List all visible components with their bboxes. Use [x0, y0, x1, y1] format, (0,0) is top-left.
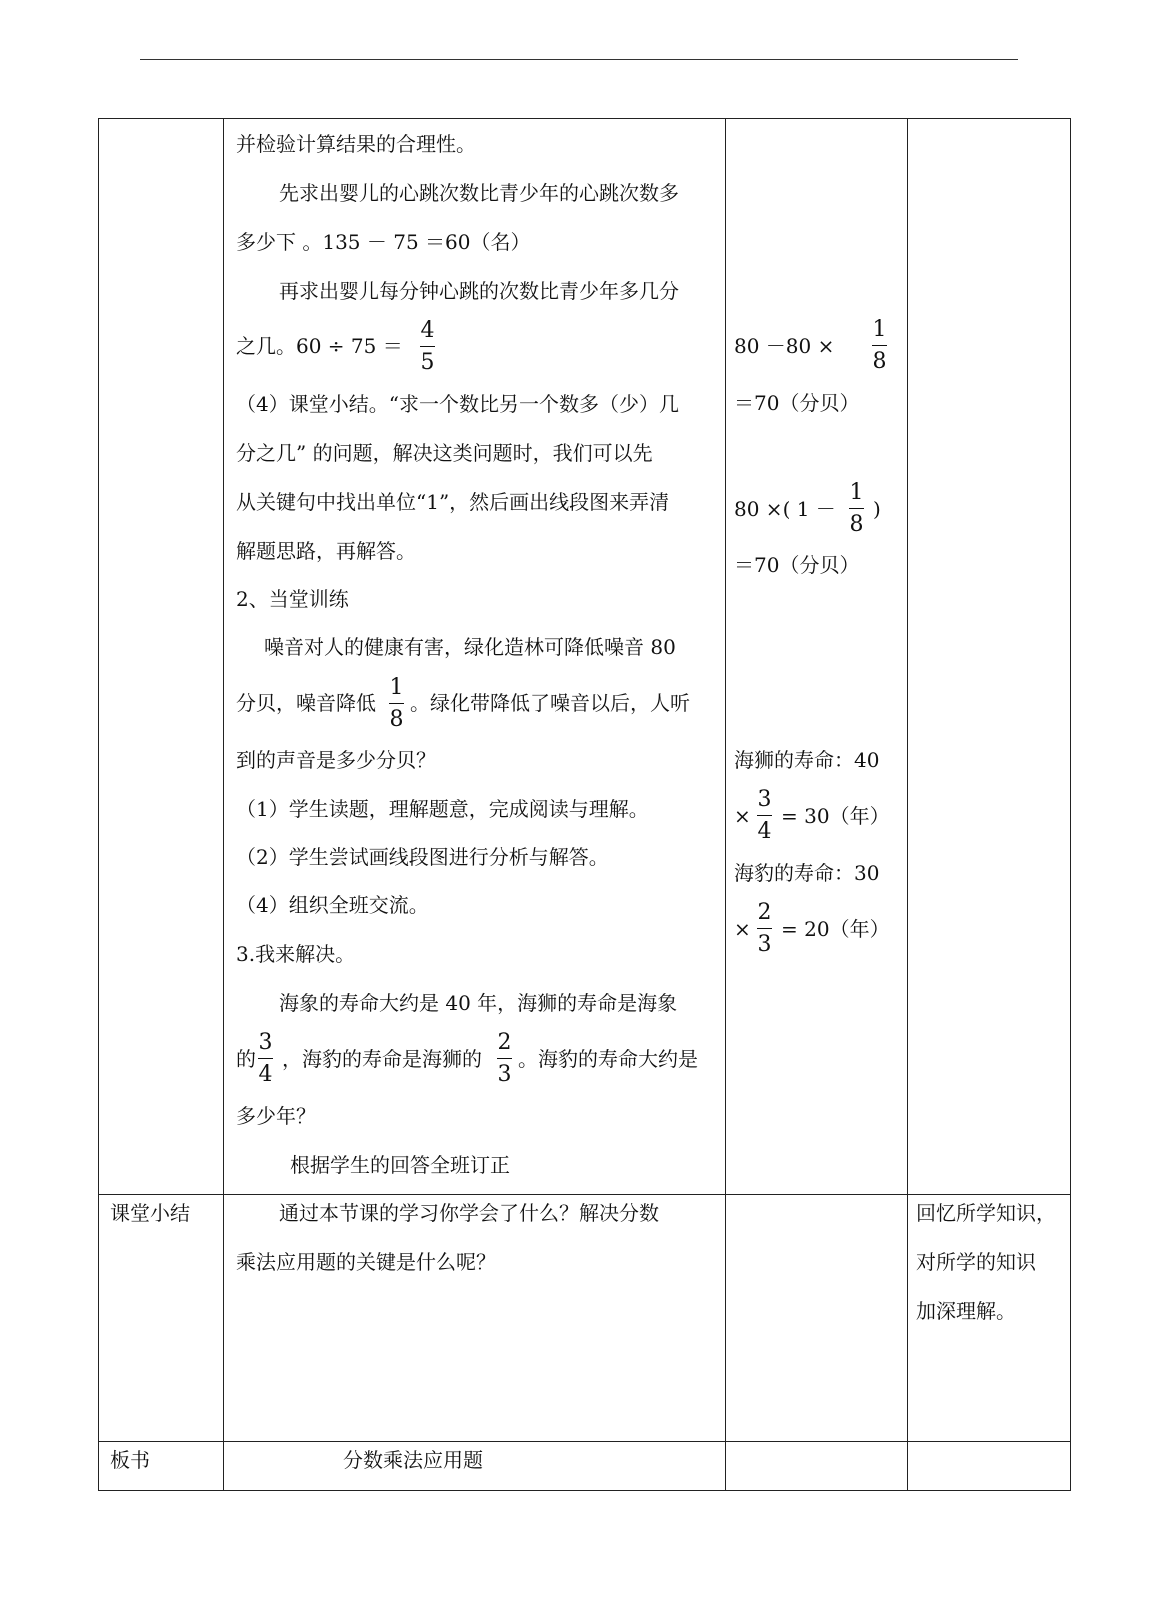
answer-a3-line1: 海狮的寿命：40: [734, 748, 880, 772]
answer-fraction-1-8-b: [849, 480, 864, 538]
answer-a2-line1: 80 ×( 1 －: [734, 497, 836, 521]
col-divider-2: [725, 119, 726, 1491]
lesson-line: （4）组织全班交流。: [236, 893, 429, 917]
fraction-bar: [872, 345, 887, 346]
lesson-line: 再求出婴儿每分钟心跳的次数比青少年多几分: [279, 279, 679, 303]
lesson-line: 分贝，噪音降低: [236, 691, 376, 715]
answer-a3-times: ×: [734, 804, 751, 828]
lesson-line: （4）课堂小结。“求一个数比另一个数多（少）几: [236, 392, 679, 416]
numerator: 1: [389, 675, 404, 700]
answer-a1-line2: ＝70（分贝）: [734, 391, 860, 415]
numerator: 3: [258, 1030, 273, 1055]
fraction-1-8: [389, 675, 404, 733]
denominator: 3: [497, 1062, 512, 1087]
fraction-bar: [420, 346, 435, 347]
denominator: 5: [420, 350, 435, 375]
lesson-line: 并检验计算结果的合理性。: [236, 132, 476, 156]
lesson-line: 噪音对人的健康有害，绿化造林可降低噪音 80: [264, 635, 676, 659]
fraction-bar: [757, 928, 772, 929]
col-divider-1: [223, 119, 224, 1491]
answer-a2-line2: ＝70（分贝）: [734, 553, 860, 577]
lesson-line: 。海豹的寿命大约是: [518, 1047, 698, 1071]
answer-fraction-2-3: [757, 900, 772, 958]
numerator: 2: [757, 900, 772, 925]
summary-line: 乘法应用题的关键是什么呢？: [236, 1250, 496, 1274]
summary-label: 课堂小结: [110, 1201, 190, 1225]
answer-a1-line1: 80 －80 ×: [734, 334, 835, 358]
lesson-line: 多少年？: [236, 1104, 316, 1128]
lesson-line: 到的声音是多少分贝？: [236, 748, 436, 772]
lesson-line: 先求出婴儿的心跳次数比青少年的心跳次数多: [279, 181, 679, 205]
summary-note-line: 加深理解。: [916, 1299, 1016, 1323]
fraction-bar: [497, 1058, 512, 1059]
summary-note-line: 对所学的知识: [916, 1250, 1036, 1274]
answer-a4-line1: 海豹的寿命：30: [734, 861, 880, 885]
summary-note-line: 回忆所学知识，: [916, 1201, 1056, 1225]
denominator: 4: [757, 819, 772, 844]
answer-a2-close-paren: ): [873, 497, 881, 521]
answer-fraction-3-4: [757, 787, 772, 845]
fraction-4-5: [420, 318, 435, 376]
header-rule: [140, 59, 1018, 60]
summary-line: 通过本节课的学习你学会了什么？解决分数: [279, 1201, 659, 1225]
denominator: 8: [389, 707, 404, 732]
lesson-line: 海象的寿命大约是 40 年，海狮的寿命是海象: [279, 991, 678, 1015]
lesson-line: 的: [236, 1047, 256, 1071]
fraction-bar: [757, 815, 772, 816]
lesson-line: 2、当堂训练: [236, 587, 349, 611]
numerator: 1: [849, 480, 864, 505]
lesson-line: 根据学生的回答全班订正: [290, 1153, 510, 1177]
answer-fraction-1-8: [872, 317, 887, 375]
row-divider-2: [99, 1441, 1071, 1442]
denominator: 8: [872, 349, 887, 374]
numerator: 1: [872, 317, 887, 342]
denominator: 4: [258, 1062, 273, 1087]
col-divider-3: [907, 119, 908, 1491]
lesson-line: 3.我来解决。: [236, 942, 356, 966]
numerator: 4: [420, 318, 435, 343]
fraction-bar: [389, 703, 404, 704]
lesson-line: 分之几” 的问题，解决这类问题时，我们可以先: [236, 441, 653, 465]
lesson-line: （2）学生尝试画线段图进行分析与解答。: [236, 845, 609, 869]
numerator: 2: [497, 1030, 512, 1055]
fraction-bar: [849, 508, 864, 509]
lesson-line: ，海豹的寿命是海狮的: [282, 1047, 482, 1071]
board-label: 板书: [110, 1448, 150, 1472]
lesson-line: 从关键句中找出单位“1”，然后画出线段图来弄清: [236, 490, 670, 514]
lesson-line: 解题思路，再解答。: [236, 539, 416, 563]
row-divider-1: [99, 1194, 1071, 1195]
lesson-line: 之几。60 ÷ 75 ＝: [236, 334, 403, 358]
answer-a4-times: ×: [734, 917, 751, 941]
answer-a4-result: = 20（年）: [781, 917, 890, 941]
lesson-line: 。绿化带降低了噪音以后，人听: [410, 691, 690, 715]
board-title: 分数乘法应用题: [343, 1448, 483, 1472]
lesson-line: （1）学生读题，理解题意，完成阅读与理解。: [236, 797, 649, 821]
denominator: 8: [849, 512, 864, 537]
lesson-line: 多少下 。135 － 75 ＝60（名）: [236, 230, 531, 254]
fraction-bar: [258, 1058, 273, 1059]
answer-a3-result: = 30（年）: [781, 804, 890, 828]
fraction-3-4: [258, 1030, 273, 1088]
denominator: 3: [757, 932, 772, 957]
numerator: 3: [757, 787, 772, 812]
fraction-2-3: [497, 1030, 512, 1088]
